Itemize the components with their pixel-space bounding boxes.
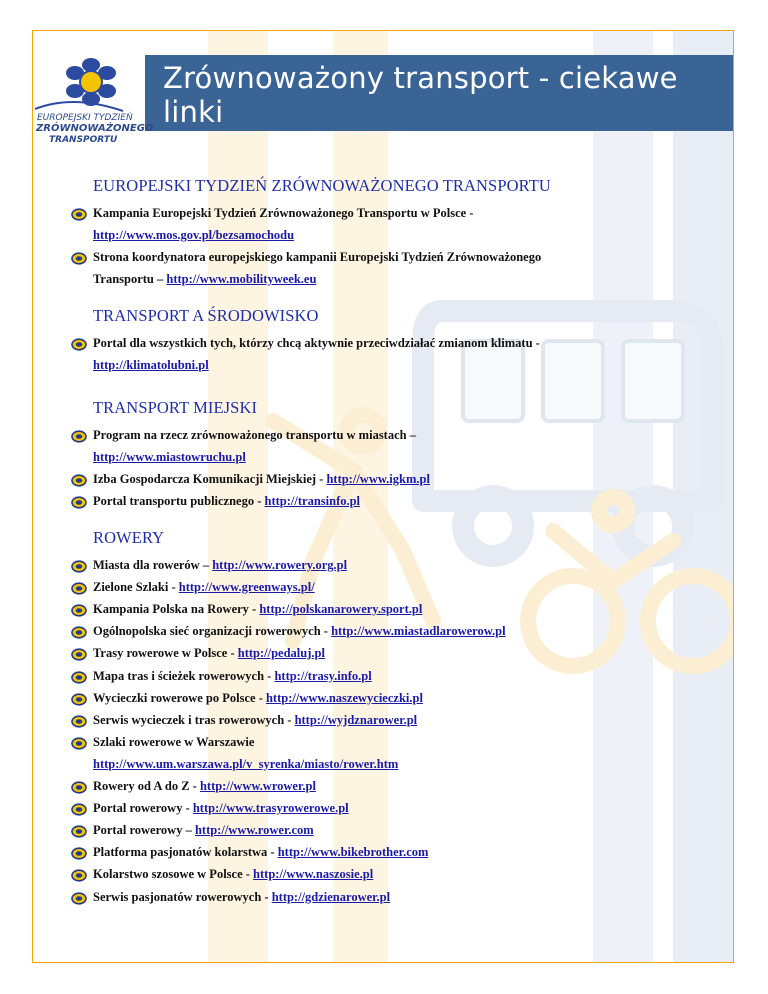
link-list-item (93, 642, 693, 664)
external-link[interactable]: http://www.um.warszawa.pl/v_syrenka/miasto/rower.htm (93, 756, 399, 771)
bullet-icon (71, 558, 87, 571)
bullet-icon (71, 890, 87, 903)
external-link[interactable]: http://klimatolubni.pl (93, 358, 209, 372)
link-list-item (93, 819, 693, 841)
item-description: Portal rowerowy – (93, 823, 195, 838)
external-link[interactable]: http://www.mobilityweek.eu (166, 272, 317, 287)
item-description: Ogólnopolska sieć organizacji rowerowych - (93, 624, 332, 639)
external-link[interactable]: http://pedaluj.pl (237, 646, 325, 661)
link-list-item (93, 468, 693, 490)
link-list-item (93, 709, 693, 731)
link-list-item (93, 554, 693, 576)
link-list-item (93, 490, 693, 512)
bullet-icon (71, 206, 87, 219)
logo-text-line: ZRÓWNOWAŻONEGO (36, 123, 154, 134)
bullet-icon (71, 845, 87, 858)
item-description-cont: Transportu – (93, 272, 167, 287)
item-description: Mapa tras i ścieżek rowerowych - (93, 668, 275, 683)
external-link[interactable]: http://www.wrower.pl (199, 779, 316, 793)
campaign-logo (33, 49, 154, 145)
bullet-icon (71, 691, 87, 704)
link-list-item (93, 665, 693, 687)
item-description: Portal dla wszystkich tych, którzy chcą aktywnie przeciwdziałać zmianom klimatu - (93, 336, 540, 350)
bullet-icon (71, 779, 87, 792)
external-link[interactable]: http://www.miastowruchu.pl (93, 450, 246, 464)
bullet-icon (71, 472, 87, 485)
bullet-icon (71, 801, 87, 814)
section-title: ROWERY (93, 528, 165, 547)
item-description: Miasta dla rowerów – (93, 558, 213, 572)
item-description: Strona koordynatora europejskiego kampanii Europejski Tydzień Zrównoważonego (93, 250, 542, 265)
page-title: Zrównoważony transport - ciekawe linki (163, 61, 678, 129)
external-link[interactable]: http://www.rowery.org.pl (212, 558, 348, 572)
link-list-item (93, 863, 693, 885)
logo-text-line: EUROPEJSKI TYDZIEŃ (37, 113, 133, 123)
item-description: Portal rowerowy - (93, 801, 193, 816)
page-frame (32, 30, 734, 963)
item-description: Rowery od A do Z - (93, 779, 200, 793)
external-link[interactable]: http://transinfo.pl (264, 494, 361, 509)
logo-text-line: TRANSPORTU (49, 135, 118, 145)
item-description: Kampania Polska na Rowery - (93, 602, 260, 617)
item-description: Szlaki rowerowe w Warszawie (93, 734, 255, 749)
item-description: Serwis wycieczek i tras rowerowych - (93, 712, 295, 727)
link-list-item (93, 598, 693, 620)
item-description: Kolarstwo szosowe w Polsce - (93, 867, 254, 882)
bullet-icon (71, 713, 87, 726)
item-description: Wycieczki rowerowe po Polsce - (93, 690, 266, 705)
bullet-icon (71, 250, 87, 263)
bullet-icon (71, 336, 87, 349)
bullet-icon (71, 823, 87, 836)
external-link[interactable]: http://www.miastadlarowerow.pl (331, 624, 506, 639)
link-list-item (93, 576, 693, 598)
link-list-item (93, 424, 693, 468)
item-description: Platforma pasjonatów kolarstwa - (93, 845, 278, 860)
item-description: Serwis pasjonatów rowerowych - (93, 889, 272, 904)
item-description: Izba Gospodarcza Komunikacji Miejskiej - (93, 472, 327, 487)
section-title: TRANSPORT A ŚRODOWISKO (93, 306, 319, 325)
link-list-item (93, 687, 693, 709)
bullet-icon (71, 580, 87, 593)
external-link[interactable]: http://trasy.info.pl (274, 668, 372, 683)
link-list-item (93, 332, 693, 376)
bullet-icon (71, 494, 87, 507)
flower-logo-icon (33, 49, 153, 119)
external-link[interactable]: http://www.naszewycieczki.pl (265, 690, 423, 705)
external-link[interactable]: http://www.rower.com (194, 823, 314, 838)
external-link[interactable]: http://gdzienarower.pl (271, 889, 391, 904)
external-link[interactable]: http://wyjdznarower.pl (294, 712, 418, 727)
section-title: EUROPEJSKI TYDZIEŃ ZRÓWNOWAŻONEGO TRANSPORTU (93, 176, 551, 195)
bullet-icon (71, 602, 87, 615)
bullet-icon (71, 867, 87, 880)
link-list-item (93, 797, 693, 819)
link-list-item (93, 731, 693, 775)
external-link[interactable]: http://www.trasyrowerowe.pl (192, 801, 349, 816)
link-list-item (93, 620, 693, 642)
bullet-icon (71, 735, 87, 748)
external-link[interactable]: http://www.bikebrother.com (277, 845, 429, 860)
link-list-item (93, 246, 693, 290)
external-link[interactable]: http://www.mos.gov.pl/bezsamochodu (93, 228, 295, 242)
bullet-icon (71, 428, 87, 441)
external-link[interactable]: http://www.igkm.pl (326, 472, 430, 487)
link-list-item (93, 841, 693, 863)
item-description: Kampania Europejski Tydzień Zrównoważonego Transportu w Polsce - (93, 206, 474, 220)
link-list-item (93, 886, 693, 908)
external-link[interactable]: http://www.greenways.pl/ (178, 580, 315, 595)
item-description: Zielone Szlaki - (93, 580, 179, 595)
item-description: Trasy rowerowe w Polsce - (93, 646, 238, 661)
bullet-icon (71, 646, 87, 659)
item-description: Program na rzecz zrównoważonego transportu w miastach – (93, 428, 416, 442)
link-list-item (93, 202, 693, 246)
external-link[interactable]: http://polskanarowery.sport.pl (259, 602, 423, 617)
section-title: TRANSPORT MIEJSKI (93, 398, 258, 417)
external-link[interactable]: http://www.naszosie.pl (253, 867, 374, 882)
item-description: Portal transportu publicznego - (93, 494, 265, 509)
bullet-icon (71, 624, 87, 637)
bullet-icon (71, 669, 87, 682)
link-list-item (93, 775, 693, 797)
